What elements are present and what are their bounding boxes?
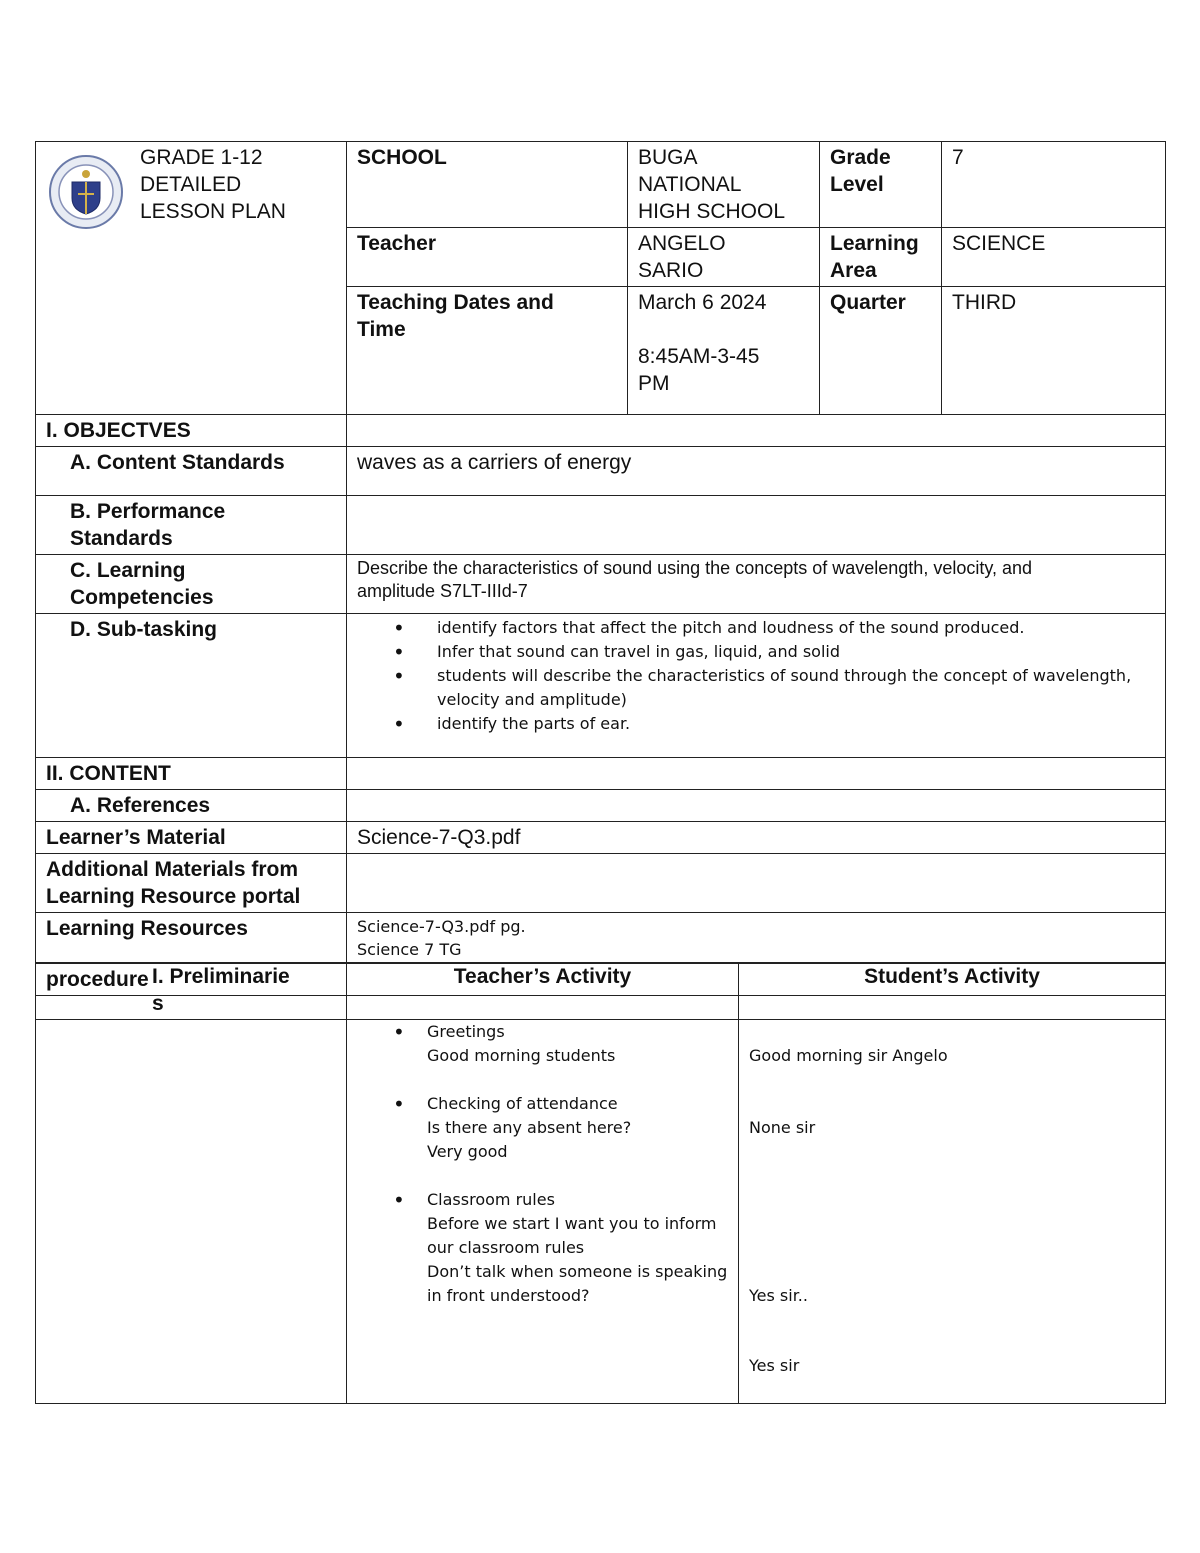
additional-materials-value xyxy=(347,854,1166,913)
teacher-value: ANGELO SARIO xyxy=(628,228,820,287)
references-label: A. References xyxy=(36,790,347,822)
learning-area-value: SCIENCE xyxy=(942,228,1166,287)
procedure-label: procedure xyxy=(36,964,347,996)
school-label: SCHOOL xyxy=(347,142,628,228)
references-blank xyxy=(347,790,1166,822)
student-response: Yes sir.. xyxy=(749,1286,808,1305)
performance-standards-label: B. Performance Standards xyxy=(36,496,347,555)
student-response: Yes sir xyxy=(749,1356,800,1375)
content-blank xyxy=(347,758,1166,790)
header-logo-cell xyxy=(36,142,347,415)
learning-competencies-value: Describe the characteristics of sound using the concepts of wavelength, velocity, and amplitude S7LT-IIId-7 xyxy=(347,555,1166,614)
lesson-plan-title: GRADE 1-12 DETAILED LESSON PLAN xyxy=(140,146,286,223)
learners-material-label: Learner’s Material xyxy=(36,822,347,854)
grade-level-value: 7 xyxy=(942,142,1166,228)
quarter-value: THIRD xyxy=(942,287,1166,415)
teacher-label: Teacher xyxy=(347,228,628,287)
teacher-activity-header: Teacher’s Activity xyxy=(347,963,739,1020)
list-item: • Checking of attendance Is there any absent here? Very good xyxy=(357,1092,728,1164)
learning-resources-label: Learning Resources xyxy=(36,913,347,964)
quarter-label: Quarter xyxy=(820,287,942,415)
learners-material-value: Science-7-Q3.pdf xyxy=(347,822,1166,854)
sub-tasking-label: D. Sub-tasking xyxy=(36,614,347,758)
teacher-activity-list xyxy=(357,1020,728,1308)
procedure-table xyxy=(35,962,1166,1404)
teaching-dates-value: March 6 2024 8:45AM-3-45 PM xyxy=(628,287,820,415)
student-activities-cell xyxy=(739,1020,1166,1404)
list-item: • Greetings Good morning students xyxy=(357,1020,728,1068)
additional-materials-label: Additional Materials from Learning Resource portal xyxy=(36,854,347,913)
content-heading: II. CONTENT xyxy=(36,758,347,790)
teacher-activities-cell xyxy=(347,1020,739,1404)
preliminaries-blank xyxy=(36,1020,347,1404)
sub-tasking-list-cell xyxy=(347,614,1166,758)
student-activity-header: Student’s Activity xyxy=(739,963,1166,1020)
deped-seal-icon xyxy=(48,154,124,230)
learning-resources-value: Science-7-Q3.pdf pg. Science 7 TG xyxy=(347,913,1166,964)
preliminaries-label: I. Preliminarie s xyxy=(36,963,347,1020)
list-item: • students will describe the characteristics of sound through the concept of wavelength, velocity and amplitude) xyxy=(357,664,1155,712)
sub-tasking-list xyxy=(357,616,1155,736)
lesson-plan-table xyxy=(35,141,1166,996)
objectives-heading: I. OBJECTVES xyxy=(36,415,347,447)
performance-standards-value xyxy=(347,496,1166,555)
list-item: • Infer that sound can travel in gas, liquid, and solid xyxy=(357,640,1155,664)
list-item: • Classroom rules Before we start I want you to inform our classroom rules Don’t talk when someone is speaking in front understood? xyxy=(357,1188,728,1308)
learning-competencies-label: C. Learning Competencies xyxy=(36,555,347,614)
content-standards-value: waves as a carriers of energy xyxy=(347,447,1166,496)
content-standards-label: A. Content Standards xyxy=(36,447,347,496)
objectives-blank xyxy=(347,415,1166,447)
list-item: • identify factors that affect the pitch and loudness of the sound produced. xyxy=(357,616,1155,640)
teaching-dates-label: Teaching Dates and Time xyxy=(347,287,628,415)
student-response: None sir xyxy=(749,1118,816,1137)
list-item: • identify the parts of ear. xyxy=(357,712,1155,736)
student-response: Good morning sir Angelo xyxy=(749,1046,948,1065)
school-value: BUGA NATIONAL HIGH SCHOOL xyxy=(628,142,820,228)
learning-area-label: Learning Area xyxy=(820,228,942,287)
grade-level-label: Grade Level xyxy=(820,142,942,228)
